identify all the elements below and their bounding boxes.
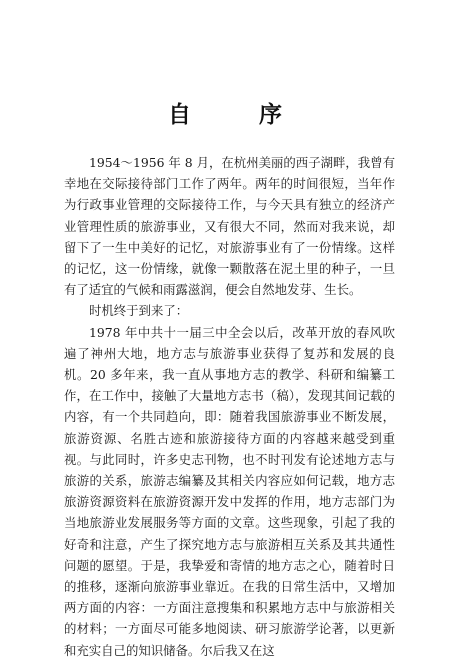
- page-title: 自 序: [167, 102, 312, 128]
- paragraph-3: 1978 年中共十一届三中全会以后，改革开放的春风吹遍了神州大地，地方志与旅游事业获得了复苏和发展的良机。20 多年来，我一直从事地方志的教学、科研和编纂工作，在工作中，接触了大量地方志书（稿），发现其间记载的内容，有一个共同趋向，即：随着我国旅游事业不断发展，旅游资源、名胜古迹和旅游接待方面的内容越来越受到重视。与此同时，许多史志刊物，也不时刊发有论述地方志与旅游的关系，旅游志编纂及其相关内容应如何记载，地方志旅游资源资料在旅游资源开发中发挥的作用，地方志部门为当地旅游业发展服务等方面的文章。这些现象，引起了我的好奇和注意，产生了探究地方志与旅游相互关系及其共通性问题的愿望。于是，我挚爱和寄情的地方志之心，随着时日的推移，逐渐向旅游事业靠近。在我的日常生活中，又增加两方面的内容：一方面注意搜集和积累地方志中与旅游相关的材料；一方面尽可能多地阅读、研习旅游学论著，以更新和充实自己的知识储备。尔后我又在这: [64, 324, 395, 658]
- document-body: [64, 152, 395, 661]
- paragraph-1: 1954～1956 年 8 月，在杭州美丽的西子湖畔，我曾有幸地在交际接待部门工作了两年。两年的时间很短，当年作为行政事业管理的交际接待工作，与今天具有独立的经济产业管理性质的旅游事业，又有很大不同，然而对我来说，却留下了一生中美好的记忆，对旅游事业有了一份情缘。这样的记忆，这一份情缘，就像一颗散落在泥土里的种子，一旦有了适宜的气候和雨露滋润，便会自然地发芽、生长。: [64, 155, 395, 298]
- paragraph-2: 时机终于到来了：: [89, 303, 189, 319]
